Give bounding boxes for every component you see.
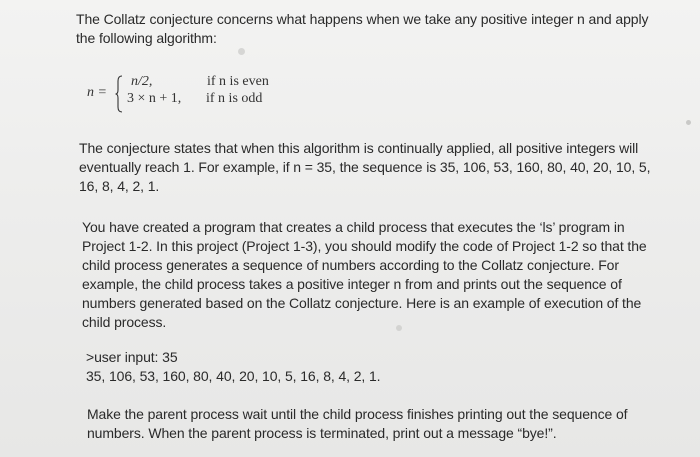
- final-paragraph: [87, 405, 627, 443]
- final-line: numbers. When the parent process is terminated, print out a message “bye!”.: [87, 425, 557, 441]
- conjecture-paragraph: [79, 139, 650, 196]
- left-brace-icon: [115, 75, 123, 113]
- program-line: example, the child process takes a positive integer n from and prints out the sequence of: [82, 276, 622, 292]
- paper-speck: [238, 48, 245, 55]
- conjecture-line: 16, 8, 4, 2, 1.: [79, 178, 160, 194]
- program-line: child process generates a sequence of numbers according to the Collatz conjecture. For: [82, 257, 619, 273]
- example-output-line: 35, 106, 53, 160, 80, 40, 20, 10, 5, 16, 8, 4, 2, 1.: [86, 368, 381, 384]
- intro-line: The Collatz conjecture concerns what happens when we take any positive integer n and apply: [76, 11, 649, 27]
- paper-speck: [396, 325, 402, 331]
- program-line: Project 1-2. In this project (Project 1-3), you should modify the code of Project 1-2 so that the: [82, 238, 647, 254]
- example-input-line: >user input: 35: [86, 349, 178, 365]
- formula-lhs: n =: [87, 85, 107, 100]
- final-line: Make the parent process wait until the child process finishes printing out the sequence of: [87, 406, 628, 422]
- intro-paragraph: [76, 10, 648, 48]
- paper-speck: [686, 120, 691, 125]
- formula-case-even-condition: if n is even: [207, 74, 269, 89]
- conjecture-line: The conjecture states that when this algorithm is continually applied, all positive integers will: [79, 140, 639, 156]
- program-line: child process.: [82, 314, 167, 330]
- conjecture-line: eventually reach 1. For example, if n = 35, the sequence is 35, 106, 53, 160, 80, 40, 20, 10, 5,: [79, 159, 651, 175]
- example-execution: [86, 348, 380, 386]
- formula-case-odd-expression: 3 × n + 1,: [127, 91, 182, 106]
- program-line: numbers generated based on the Collatz conjecture. Here is an example of execution of the: [82, 295, 642, 311]
- program-paragraph: [82, 218, 647, 332]
- program-line: You have created a program that creates a child process that executes the ‘ls’ program in: [82, 219, 625, 235]
- intro-line: the following algorithm:: [76, 30, 217, 46]
- collatz-formula: [87, 74, 317, 114]
- formula-case-odd-condition: if n is odd: [206, 91, 263, 106]
- formula-case-even-expression: n/2,: [131, 74, 153, 89]
